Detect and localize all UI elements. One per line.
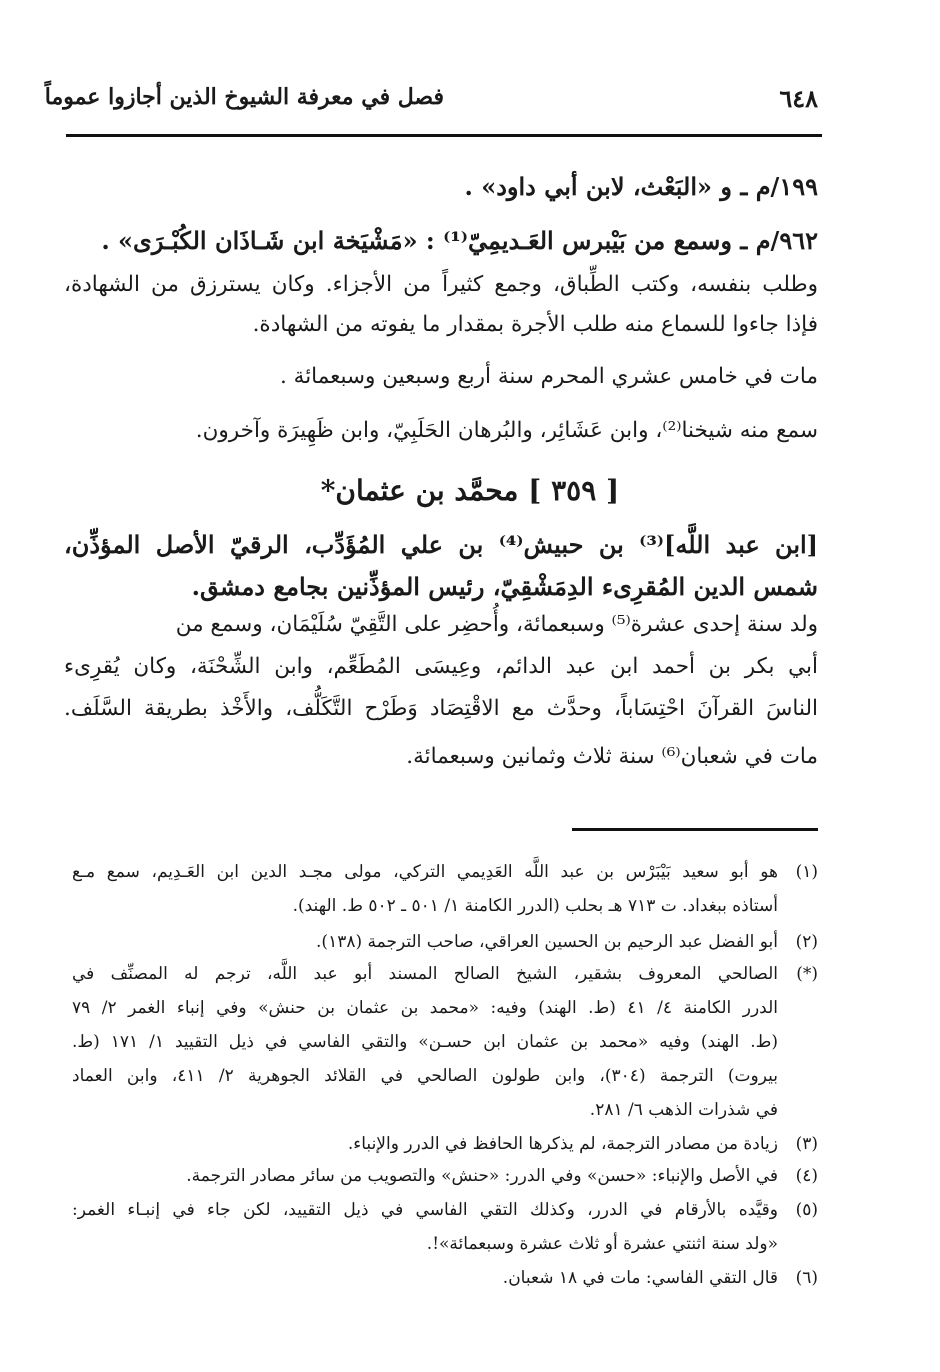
footnote-number: (٤) bbox=[795, 1166, 818, 1186]
biography-heading: [ ٣٥٩ ] محمَّد بن عثمان* bbox=[320, 474, 620, 507]
name-line: شمس الدين المُقرِىء الدِمَشْقِيّ، رئيس المؤذِّنين بجامع دمشق. bbox=[191, 572, 818, 601]
paragraph-line: الناسَ القرآنَ احْتِسَاباً، وحدَّث مع الاقْتِصَاد وَطَرْح التَّكَلُّف، والأَخْذ بطريقة السَّلَف. bbox=[64, 696, 818, 721]
footnote-4: في الأصل والإنباء: «حسن» وفي الدرر: «حنش» والتصويب من سائر مصادر الترجمة. bbox=[186, 1166, 778, 1186]
page-number: ٦٤٨ bbox=[779, 84, 818, 113]
paragraph-death: مات في خامس عشري المحرم سنة أربع وسبعين وسبعمائة . bbox=[280, 364, 818, 389]
name-line: [ابن عبد اللَّه]⁽³⁾ بن حبيش⁽⁴⁾ بن علي المُؤَدِّب، الرقيّ الأصل المؤذِّن، bbox=[64, 530, 819, 559]
footnote-star-line: في شذرات الذهب ٦/ ٢٨١. bbox=[589, 1100, 778, 1120]
paragraph-line: ولد سنة إحدى عشرة⁽⁵⁾ وسبعمائة، وأُحضِر على التَّقِيّ سُلَيْمَان، وسمع من bbox=[175, 612, 818, 637]
footnote-2: أبو الفضل عبد الرحيم بن الحسين العراقي، صاحب الترجمة (١٣٨). bbox=[316, 932, 778, 952]
footnote-star-line: بيروت) الترجمة (٣٠٤)، وابن طولون الصالحي في القلائد الجوهرية ٢/ ٤١١، وابن العماد bbox=[72, 1066, 778, 1086]
footnote-number: (*) bbox=[796, 964, 818, 984]
footnote-5-line: وقيَّده بالأرقام في الدرر، وكذلك التقي الفاسي في ذيل التقييد، لكن جاء في إنبـاء الغمر: bbox=[72, 1200, 778, 1220]
paragraph-line: أبي بكر بن أحمد ابن عبد الدائم، وعِيسَى المُطَعِّم، وابن الشِّحْنَة، وكان يُقرِىء bbox=[64, 654, 818, 679]
footnote-number: (١) bbox=[795, 862, 818, 882]
footnote-number: (٥) bbox=[795, 1200, 818, 1220]
footnote-6: قال التقي الفاسي: مات في ١٨ شعبان. bbox=[502, 1268, 778, 1288]
paragraph-students: سمع منه شيخنا⁽²⁾، وابن عَشَائِر، والبُرهان الحَلَبِيّ، وابن ظَهِيرَة وآخرون. bbox=[195, 418, 818, 443]
paragraph-line: وطلب بنفسه، وكتب الطِّباق، وجمع كثيراً من الأجزاء. وكان يسترزق من الشهادة، bbox=[64, 272, 818, 297]
footnote-1-line: هو أبو سعيد بَيْبَرْس بن عبد اللَّه العَدِيمي التركي، مولى مجـد الدين ابن العَـدِيم، سمع مـع bbox=[72, 862, 778, 882]
footnote-3: زيادة من مصادر الترجمة، لم يذكرها الحافظ في الدرر والإنباء. bbox=[347, 1134, 778, 1154]
entry-962: ٩٦٢/م ـ وسمع من بَيْبرس العَـديمِيّ⁽¹⁾ : «مَشْيَخة ابن شَـاذَان الكُبْـرَى» . bbox=[101, 226, 818, 255]
paragraph-line: فإذا جاءوا للسماع منه طلب الأجرة بمقدار ما يفوته من الشهادة. bbox=[252, 312, 818, 337]
footnote-star-line: الدرر الكامنة ٤/ ٤١ (ط. الهند) وفيه: «محمد بن عثمان بن حنش» وفي إنباء الغمر ٢/ ٧٩ bbox=[72, 998, 778, 1018]
entry-199: ١٩٩/م ـ و «البَعْث، لابن أبي داود» . bbox=[464, 172, 818, 201]
footnote-rule bbox=[572, 828, 818, 831]
footnote-star-line: (ط. الهند) وفيه «محمد بن عثمان ابن حسـن» والتقي الفاسي في ذيل التقييد ١/ ١٧١ (ط. bbox=[72, 1032, 778, 1052]
footnote-number: (٢) bbox=[795, 932, 818, 952]
footnote-number: (٣) bbox=[795, 1134, 818, 1154]
running-header-title: فصل في معرفة الشيوخ الذين أجازوا عموماً bbox=[44, 84, 444, 110]
footnote-star-line: الصالحي المعروف بشقير، الشيخ الصالح المسند أبو عبد اللَّه، ترجم له المصنِّف في bbox=[72, 964, 778, 984]
paragraph-death: مات في شعبان⁽⁶⁾ سنة ثلاث وثمانين وسبعمائة. bbox=[406, 744, 818, 769]
footnote-number: (٦) bbox=[795, 1268, 818, 1288]
header-rule bbox=[66, 134, 822, 137]
footnote-5-line: «ولد سنة اثنتي عشرة أو ثلاث عشرة وسبعمائة»!. bbox=[426, 1234, 778, 1254]
footnote-1-line: أستاذه ببغداد. ت ٧١٣ هـ بحلب (الدرر الكامنة ١/ ٥٠١ ـ ٥٠٢ ط. الهند). bbox=[292, 896, 778, 916]
